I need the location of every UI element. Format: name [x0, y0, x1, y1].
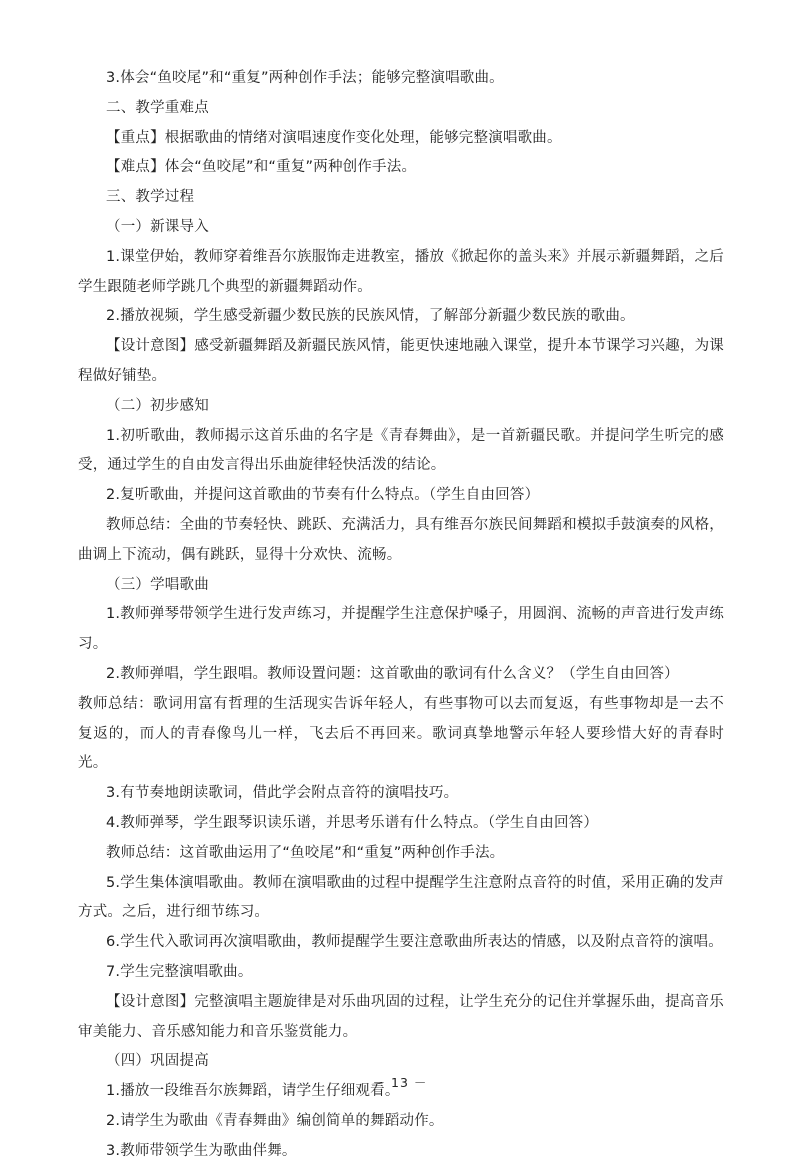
paragraph-part-4-heading: （四）巩固提高 [106, 1053, 209, 1070]
paragraph-p2-1: 1.初听歌曲，教师揭示这首乐曲的名字是《青春舞曲》，是一首新疆民歌。并提问学生听完的感受，通过学生的自由发言得出乐曲旋律轻快活泼的结论。 [78, 427, 724, 474]
paragraph-p3-design: 【设计意图】完整演唱主题旋律是对乐曲巩固的过程，让学生充分的记住并掌握乐曲，提高音乐审美能力、音乐感知能力和音乐鉴赏能力。 [78, 993, 724, 1040]
document-body [78, 64, 724, 1166]
paragraph-p4-3: 3.教师带领学生为歌曲伴舞。 [106, 1142, 297, 1159]
paragraph-difficult-point: 【难点】体会“鱼咬尾”和“重复”两种创作手法。 [106, 159, 417, 176]
paragraph-p3-2-summary: 教师总结：歌词用富有哲理的生活现实告诉年轻人，有些事物可以去而复返，有些事物却是一去不复返的，而人的青春像鸟儿一样，飞去后不再回来。歌词真挚地警示年轻人要珍惜大好的青春时光。 [78, 695, 724, 772]
paragraph-p3-2: 2.教师弹唱，学生跟唱。教师设置问题：这首歌曲的歌词有什么含义？（学生自由回答） [106, 665, 679, 682]
paragraph-p1-design: 【设计意图】感受新疆舞蹈及新疆民族风情，能更快速地融入课堂，提升本节课学习兴趣，为课程做好铺垫。 [78, 338, 724, 384]
paragraph-p1-2: 2.播放视频，学生感受新疆少数民族的民族风情，了解部分新疆少数民族的歌曲。 [106, 308, 635, 325]
paragraph-p3-4-summary: 教师总结：这首歌曲运用了“鱼咬尾”和“重复”两种创作手法。 [106, 844, 505, 861]
paragraph-p4-1: 1.播放一段维吾尔族舞蹈，请学生仔细观看。 [106, 1083, 400, 1100]
paragraph-section-3-heading: 三、教学过程 [106, 189, 195, 206]
paragraph-p3-4: 4.教师弹琴，学生跟琴识读乐谱，并思考乐谱有什么特点。（学生自由回答） [106, 814, 599, 831]
paragraph-p3-5: 5.学生集体演唱歌曲。教师在演唱歌曲的过程中提醒学生注意附点音符的时值，采用正确的发声方式。之后，进行细节练习。 [78, 874, 724, 921]
paragraph-key-point: 【重点】根据歌曲的情绪对演唱速度作变化处理，能够完整演唱歌曲。 [106, 129, 562, 146]
paragraph-p2-2: 2.复听歌曲，并提问这首歌曲的节奏有什么特点。（学生自由回答） [106, 487, 540, 504]
paragraph-part-3-heading: （三）学唱歌曲 [106, 576, 209, 593]
paragraph-goal-3: 3.体会“鱼咬尾”和“重复”两种创作手法；能够完整演唱歌曲。 [106, 70, 504, 86]
paragraph-p3-6: 6.学生代入歌词再次演唱歌曲，教师提醒学生要注意歌曲所表达的情感，以及附点音符的演唱。 [106, 934, 723, 951]
paragraph-p1-1: 1.课堂伊始，教师穿着维吾尔族服饰走进教室，播放《掀起你的盖头来》并展示新疆舞蹈，之后学生跟随老师学跳几个典型的新疆舞蹈动作。 [78, 248, 724, 295]
paragraph-p3-3: 3.有节奏地朗读歌词，借此学会附点音符的演唱技巧。 [106, 785, 459, 802]
paragraph-section-2-heading: 二、教学重难点 [106, 99, 209, 116]
paragraph-part-1-heading: （一）新课导入 [106, 218, 209, 235]
paragraph-p4-2: 2.请学生为歌曲《青春舞曲》编创简单的舞蹈动作。 [106, 1112, 444, 1129]
paragraph-part-2-heading: （二）初步感知 [106, 397, 209, 414]
page-number: － 13 － [372, 1075, 428, 1090]
paragraph-p3-7: 7.学生完整演唱歌曲。 [106, 963, 253, 980]
paragraph-p2-summary: 教师总结：全曲的节奏轻快、跳跃、充满活力，具有维吾尔族民间舞蹈和模拟手鼓演奏的风格，曲调上下流动，偶有跳跃，显得十分欢快、流畅。 [78, 516, 724, 563]
paragraph-p3-1: 1.教师弹琴带领学生进行发声练习，并提醒学生注意保护嗓子，用圆润、流畅的声音进行发声练习。 [78, 606, 724, 653]
